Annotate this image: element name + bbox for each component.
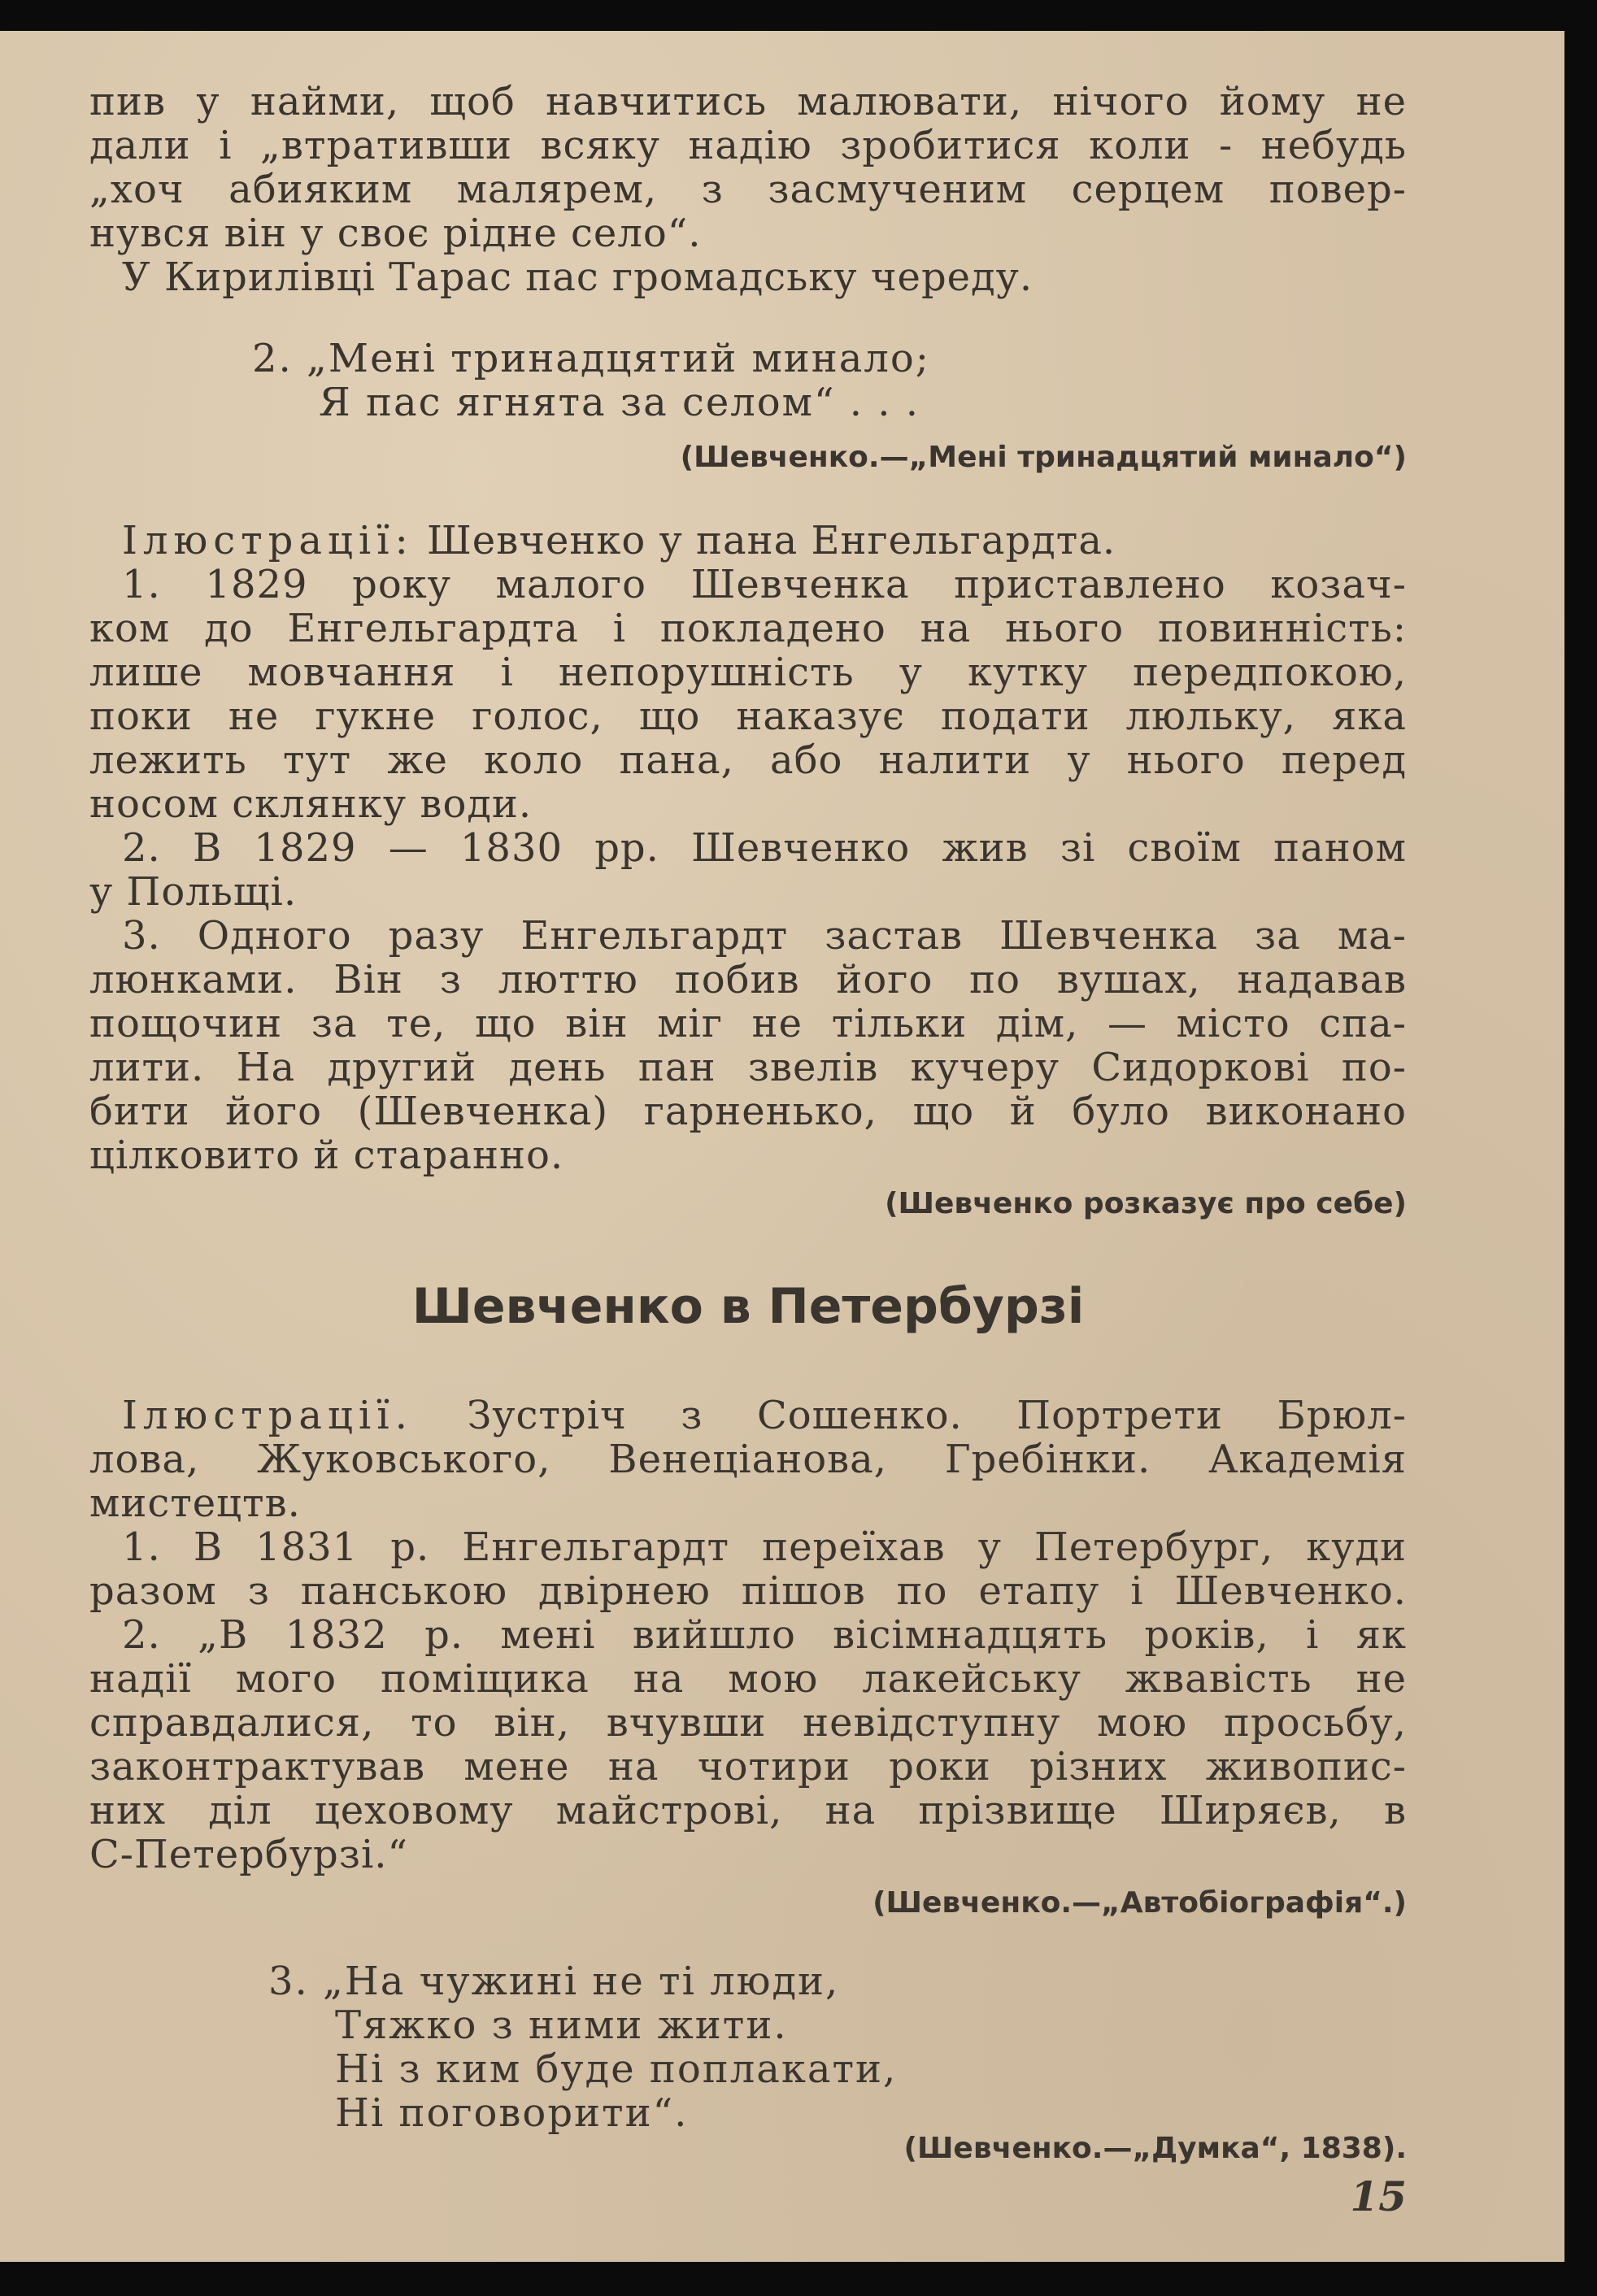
text-line: лова, Жуковського, Венеціанова, Гребінки. Академія [89,1437,1407,1482]
verse-line: Ні з ким буде поплакати, [335,2046,898,2092]
text-line: ком до Енгельгардта і покладено на нього повинність: [89,606,1407,651]
text-line: цілковито й старанно. [89,1133,564,1178]
text-line: дали і „втративши всяку надію зробитися коли - небудь [89,123,1407,168]
illustrations-label: Ілюстрації: [122,518,414,563]
text-line: мистецтв. [89,1481,301,1526]
poem-source: (Шевченко.—„Думка“, 1838). [903,2132,1407,2165]
illustrations-topic: Зустріч з Сошенко. Портрети Брюл- [467,1393,1407,1438]
text-line: С-Петербурзі.“ [89,1832,409,1877]
book-page [0,31,1564,2262]
text-line: пощочин за те, що він міг не тільки дім, — місто спа- [89,1001,1407,1046]
text-line: поки не гукне голос, що наказує подати люльку, яка [89,694,1407,739]
text-line: разом з панською двірнею пішов по етапу і Шевченко. [89,1568,1407,1614]
text-line: нувся він у своє рідне село“. [89,211,702,256]
section-heading: Шевченко в Петербурзі [411,1278,1085,1335]
section-source: (Шевченко.—„Автобіографія“.) [872,1886,1407,1920]
text-line: них діл цеховому майстрові, на прізвище Ширяєв, в [89,1788,1407,1833]
text-line: лише мовчання і непорушність у кутку передпокою, [89,650,1407,695]
text-line: лежить тут же коло пана, або налити у нього перед [89,737,1407,783]
text-line: законтрактував мене на чотири роки різних живопис- [89,1744,1407,1789]
text-line: 2. „В 1832 р. мені вийшло вісімнадцять років, і як [122,1612,1407,1658]
page-number: 15 [1350,2172,1407,2220]
text-line: 1. 1829 року малого Шевченка приставлено козач- [122,562,1407,607]
text-line: надії мого поміщика на мою лакейську жвавість не [89,1656,1407,1702]
illustrations-topic: Шевченко у пана Енгельгардта. [427,518,1116,563]
text-line: у Польщі. [89,869,298,915]
text-line: люнками. Він з люттю побив його по вушах, надавав [89,957,1407,1002]
text-line: У Кирилівці Тарас пас громадську череду. [122,254,1033,300]
verse-line: 2. „Мені тринадцятий минало; [252,336,930,381]
verse-line: Ні поговорити“. [335,2090,689,2136]
illustrations-line [89,1394,1407,1437]
poem-source: (Шевченко.—„Мені тринадцятий минало“) [680,441,1407,474]
text-line: бити його (Шевченка) гарненько, що й було виконано [89,1089,1407,1134]
text-line: справдалися, то він, вчувши невідступну мою просьбу, [89,1700,1407,1746]
text-line: пив у найми, щоб навчитись малювати, нічого йому не [89,79,1407,124]
verse-line: Я пас ягнята за селом“ . . . [319,380,920,425]
verse-line: Тяжко з ними жити. [335,2002,788,2048]
text-line: 1. В 1831 р. Енгельгардт переїхав у Петербург, куди [122,1524,1407,1570]
verse-line: 3. „На чужині не ті люди, [268,1959,840,2004]
section-source: (Шевченко розказує про себе) [885,1187,1407,1220]
text-line: лити. На другий день пан звелів кучеру Сидоркові по- [89,1045,1407,1090]
text-line: 2. В 1829 — 1830 рр. Шевченко жив зі своїм паном [122,825,1407,871]
illustrations-label: Ілюстрації. [122,1393,413,1438]
illustrations-line [89,519,1407,563]
text-line: 3. Одного разу Енгельгардт застав Шевченка за ма- [122,913,1407,959]
text-line: носом склянку води. [89,781,533,827]
text-line: „хоч абияким малярем, з засмученим серцем повер- [89,167,1407,212]
